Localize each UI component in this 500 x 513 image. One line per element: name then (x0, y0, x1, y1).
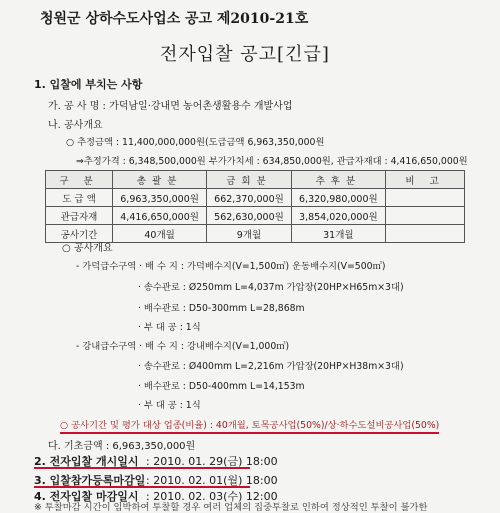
section-2-row (34, 453, 278, 469)
overview-gangnae-distribution: · 배수관로 : D50-400mm L=14,153m (138, 381, 305, 392)
project-name: 가. 공 사 명 : 가덕남일·강내면 농어촌생활용수 개발사업 (48, 101, 293, 112)
table-header: 추후분 (291, 171, 385, 189)
cost-table (45, 170, 465, 243)
estimated-price: ⇒추정가격 : 6,348,500,000원 부가가치세 : 634,850,000원, 관급자재대 : 4,416,650,000원 (76, 156, 468, 167)
table-cell: 3,854,020,000원 (291, 207, 385, 225)
table-row (46, 207, 465, 225)
table-header: 총괄분 (113, 171, 207, 189)
base-price: 다. 기초금액 : 6,963,350,000원 (48, 441, 196, 452)
table-cell: 562,630,000원 (207, 207, 292, 225)
table-cell (386, 225, 465, 243)
notice-header: 청원군 상하수도사업소 공고 제2010-21호 (40, 11, 309, 27)
overview-gadeok-distribution: · 배수관로 : D50-300mm L=28,868m (138, 303, 305, 314)
table-cell: 4,416,650,000원 (113, 207, 207, 225)
table-header-row (46, 171, 465, 189)
section-4-value: : 2010. 02. 03(수) 12:00 (146, 490, 278, 503)
section-1-label: 1. 입찰에 부치는 사항 (34, 78, 143, 91)
table-cell (386, 207, 465, 225)
section-3-row (34, 472, 278, 488)
overview-gadeok-reservoir: - 가덕급수구역 · 배 수 지 : 가덕배수지(V=1,500㎥) 운동배수지(V=500㎥) (76, 261, 386, 272)
table-header: 금회분 (207, 171, 292, 189)
overview-gangnae-reservoir: - 강내급수구역 · 배 수 지 : 강내배수지(V=1,000㎥) (76, 341, 290, 352)
table-cell: 공사기간 (46, 225, 113, 243)
table-cell: 도 급 액 (46, 189, 113, 207)
section-3-label: 3. 입찰참가등록마감일 (34, 474, 146, 487)
page-title: 전자입찰 공고[긴급] (160, 44, 330, 65)
section-3-value: : 2010. 02. 01(월) 18:00 (146, 474, 278, 487)
table-row (46, 189, 465, 207)
table-header: 비 고 (386, 171, 465, 189)
estimated-amount: ○ 추정금액 : 11,400,000,000원(도급금액 6,963,350,000원 (66, 137, 325, 148)
table-cell: 31개월 (291, 225, 385, 243)
table-cell (386, 189, 465, 207)
table-cell: 40개월 (113, 225, 207, 243)
section-2-value: : 2010. 01. 29(금) 18:00 (146, 455, 278, 468)
table-cell: 6,320,980,000원 (291, 189, 385, 207)
table-cell: 6,963,350,000원 (113, 189, 207, 207)
overview-gadeok-transmission: · 송수관로 : Ø250mm L=4,037m 가압장(20HP×H65m×3대) (138, 282, 404, 293)
bidding-note: ※ 투찰마감 시간이 임박하여 투찰할 경우 여러 업체의 집중투찰로 인하여 정상적인 투찰이 불가한 (34, 502, 428, 513)
overview-label: ○ 공사개요 (62, 243, 113, 254)
construction-period-line: ○ 공사기간 및 평가 대상 업종(비율) : 40개월, 토목공사업(50%)/상·하수도설비공사업(50%) (60, 417, 439, 434)
overview-gadeok-auxiliary: · 부 대 공 : 1식 (138, 322, 201, 333)
table-cell: 9개월 (207, 225, 292, 243)
table-header: 구 분 (46, 171, 113, 189)
section-2-label: 2. 전자입찰 개시일시 (34, 455, 139, 468)
project-overview-label: 나. 공사개요 (48, 120, 103, 131)
overview-gangnae-transmission: · 송수관로 : Ø400mm L=2,216m 가압장(20HP×H38m×3대) (138, 361, 404, 372)
overview-gangnae-auxiliary: · 부 대 공 : 1식 (138, 400, 201, 411)
table-cell: 관급자재 (46, 207, 113, 225)
section-4-label: 4. 전자입찰 마감일시 (34, 490, 139, 503)
table-cell: 662,370,000원 (207, 189, 292, 207)
